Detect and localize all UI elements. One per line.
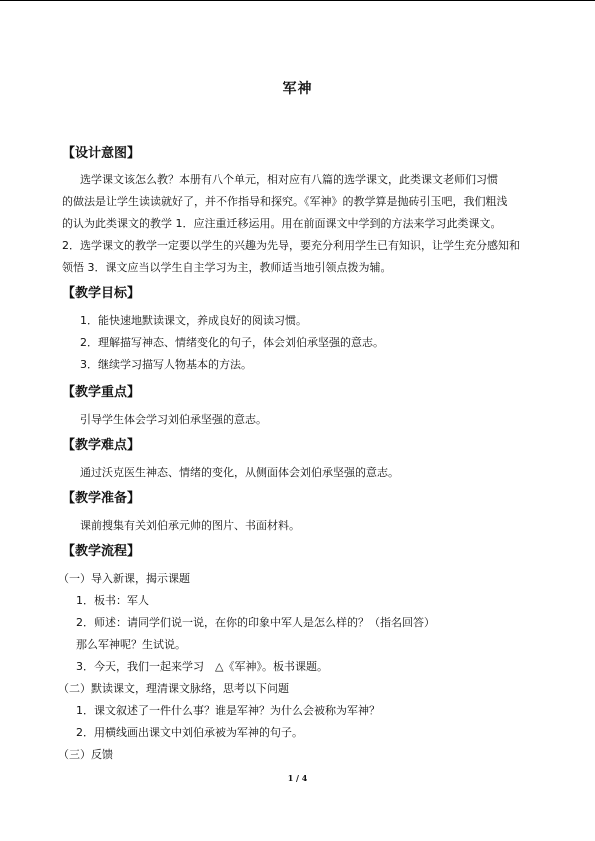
difficulty-body (0, 462, 595, 484)
section-difficulty (0, 435, 595, 457)
process-step-3: （三）反馈 (58, 748, 113, 761)
process-step-2: （二）默读课文，理清课文脉络，思考以下问题 (58, 682, 289, 695)
goal-item-2: 2．理解描写神态、情绪变化的句子，体会刘伯承坚强的意志。 (80, 336, 384, 349)
intent-line-1: 选学课文该怎么教？本册有八个单元，相对应有八篇的选学课文，此类课文老师们习惯 (80, 173, 498, 186)
process-step-1: （一）导入新课，揭示课题 (58, 572, 190, 585)
prep-text: 课前搜集有关刘伯承元帅的图片、书面材料。 (80, 519, 300, 532)
document-title: 军神 (282, 81, 313, 97)
step2-item-2: 2．用横线画出课文中刘伯承被为军神的句子。 (76, 726, 303, 739)
section-heading-intent: 【设计意图】 (62, 146, 141, 161)
section-intent (0, 143, 595, 165)
section-process (0, 541, 595, 563)
step1-item-3: 那么军神呢？生试说。 (76, 638, 186, 651)
intent-line-2: 的做法是让学生读读就好了，并不作指导和探究。《军神》的教学算是抛砖引玉吧，我们粗浅 (62, 195, 508, 208)
section-prep (0, 488, 595, 510)
key-text: 引导学生体会学习刘伯承坚强的意志。 (80, 413, 267, 426)
step1-item-1: 1．板书：军人 (76, 594, 149, 607)
section-heading-difficulty: 【教学难点】 (62, 438, 141, 453)
intent-body (0, 169, 595, 279)
goal-item-3: 3．继续学习描写人物基本的方法。 (80, 358, 252, 371)
section-key (0, 382, 595, 404)
step1-item-4: 3．今天，我们一起来学习 △《军神》。板书课题。 (76, 660, 328, 673)
intent-line-3: 的认为此类课文的教学 1．应注重迁移运用。用在前面课文中学到的方法来学习此类课文。 (62, 217, 502, 230)
difficulty-text: 通过沃克医生神态、情绪的变化，从侧面体会刘伯承坚强的意志。 (80, 466, 399, 479)
key-body (0, 409, 595, 431)
prep-body (0, 515, 595, 537)
goals-list (0, 310, 595, 376)
intent-line-5: 领悟 3．课文应当以学生自主学习为主，教师适当地引领点拨为辅。 (62, 261, 392, 274)
intent-line-4: 2．选学课文的教学一定要以学生的兴趣为先导，要充分利用学生已有知识，让学生充分感知和 (62, 239, 520, 252)
section-heading-process: 【教学流程】 (62, 544, 141, 559)
section-goals (0, 283, 595, 305)
section-heading-prep: 【教学准备】 (62, 491, 141, 506)
goal-item-1: 1．能快速地默读课文，养成良好的阅读习惯。 (80, 314, 307, 327)
section-heading-key: 【教学重点】 (62, 385, 141, 400)
step2-item-1: 1．课文叙述了一件什么事？谁是军神？为什么会被称为军神？ (76, 704, 380, 717)
page-top-border (0, 0, 595, 1)
process-body (0, 568, 595, 766)
section-heading-goals: 【教学目标】 (62, 286, 141, 301)
step1-item-2: 2．师述：请同学们说一说，在你的印象中军人是怎么样的？（指名回答） (76, 616, 435, 629)
page-number: 1 / 4 (287, 773, 308, 783)
